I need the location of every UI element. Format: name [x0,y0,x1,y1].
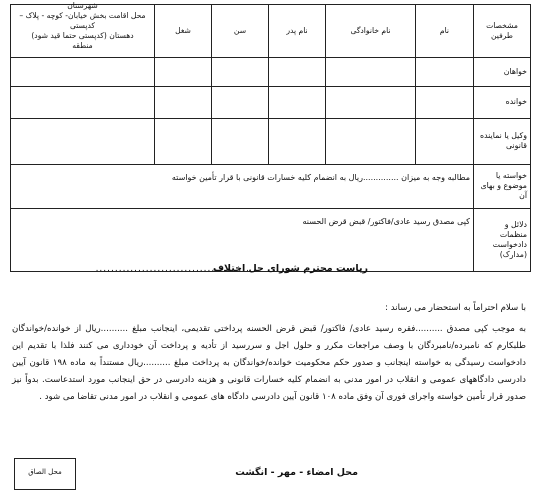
claim-label: خواسته یا موضوع و بهای آن [474,164,531,208]
header-address [11,0,155,58]
row-plaintiff-label: خواهان [474,57,531,86]
header-lastname: نام خانوادگی [326,5,416,58]
address-region-label: منطقه [72,40,93,50]
defendant-father-cell[interactable] [269,86,326,118]
petition-table [10,0,531,272]
header-job: شغل [155,5,212,58]
row-lawyer-label: وکیل یا نماینده قانونی [474,118,531,164]
lawyer-address-cell[interactable] [11,118,155,164]
stamp-box[interactable]: محل الصاق [14,458,76,490]
letter-paragraph: به موجب کپی مصدق ..........فقره رسید عادی/ فاکتور/ قبض قرض الحسنه پرداختی تقدیمی، اینجانب مبلغ ..........ریال از خوانده/خواندگان طلبکارم که نامبرده/نامبردگان با وصف مراجعات مکرر و حلول اجل و سررسید از تأدیه و پرداخت آن خودداری می کنند فلذا با تقدیم این دادخواست رسیدگی به خواسته اینجانب و صدور حکم محکومیت خوانده/خواندگان به پرداخت مبلغ ..........ریال مستنداً به ماده ۱۹۸ قانون آیین دادرسی دادگاههای عمومی و انقلاب در امور مدنی به انضمام کلیه خسارات قانونی و هزینه دادرسی در حق اینجانب مورد استدعاست. بدواً نیز صدور قرار تأمین خواسته واجرای فوری آن وفق ماده ۱۰۸ قانون آیین دادرسی دادگاه های عمومی و انقلاب در امور مدنی تقاضا می شود . [12,324,526,402]
address-district-label: دهستان (کدپستی حتما قید شود) [31,30,134,40]
address-street-label: بخش خیابان- کوچه - پلاک – کدپستی [19,10,107,30]
defendant-age-cell[interactable] [212,86,269,118]
lawyer-father-cell[interactable] [269,118,326,164]
plaintiff-lastname-cell[interactable] [326,57,416,86]
plaintiff-father-cell[interactable] [269,57,326,86]
plaintiff-job-cell[interactable] [155,57,212,86]
claim-text[interactable]: مطالبه وجه به میزان ..............ریال به انضمام کلیه خسارات قانونی با قرار تأمین خواسته [11,164,474,208]
header-parties: مشخصات طرفین [474,5,531,58]
evidence-label: دلائل و منظمات دادخواست (مدارک) [474,208,531,271]
council-name-blank[interactable]: ........................................ [95,264,250,274]
address-residence-label: محل اقامت [108,10,146,20]
address-residence-row [14,11,151,31]
letter-greeting: با سلام احتراماً به استحضار می رساند : [385,303,526,313]
signature-label: محل امضاء - مهر - انگشت [235,467,358,478]
plaintiff-age-cell[interactable] [212,57,269,86]
lawyer-name-cell[interactable] [416,118,474,164]
plaintiff-address-cell[interactable] [11,57,155,86]
header-father-name: نام پدر [269,5,326,58]
defendant-name-cell[interactable] [416,86,474,118]
header-age: سن [212,5,269,58]
evidence-text[interactable]: کپی مصدق رسید عادی/فاکتور/ قبض قرض الحسنه [11,208,474,271]
defendant-job-cell[interactable] [155,86,212,118]
lawyer-age-cell[interactable] [212,118,269,164]
address-city-label: شهرستان [67,0,98,10]
lawyer-lastname-cell[interactable] [326,118,416,164]
plaintiff-name-cell[interactable] [416,57,474,86]
defendant-address-cell[interactable] [11,86,155,118]
defendant-lastname-cell[interactable] [326,86,416,118]
header-name: نام [416,5,474,58]
lawyer-job-cell[interactable] [155,118,212,164]
council-title: ریاست محترم شورای حل اختلاف [213,263,368,274]
row-defendant-label: خوانده [474,86,531,118]
